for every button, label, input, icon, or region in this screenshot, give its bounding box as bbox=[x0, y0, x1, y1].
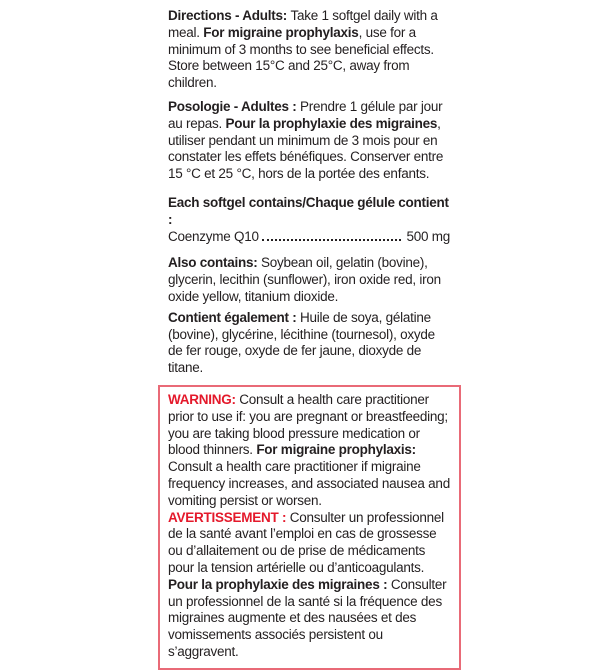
text-segment: Consult a health care practitioner if migraine frequency increases, and associated nausea and vomiting persist or worsen. bbox=[168, 459, 450, 508]
contents-heading: Each softgel contains/Chaque gélule contient : bbox=[168, 194, 449, 227]
directions-en-paragraph bbox=[168, 8, 450, 92]
ingredient-name: Coenzyme Q10 bbox=[168, 228, 259, 244]
warning-box bbox=[158, 385, 461, 670]
ingredient-amount: 500 mg bbox=[406, 228, 450, 244]
text-segment: Consulter un professionnel de la santé avant l’emploi en cas de grossesse ou d’allaitement ou de prise de médicaments pour la tension artérielle ou d’anticoagulants. bbox=[168, 509, 444, 575]
dotted-leader bbox=[262, 239, 402, 241]
text-segment: Also contains: bbox=[168, 255, 262, 271]
text-segment: AVERTISSEMENT : bbox=[168, 509, 290, 525]
ingredient-row bbox=[168, 229, 450, 246]
text-segment: Pour la prophylaxie des migraines bbox=[225, 115, 438, 131]
text-segment: Contient également : bbox=[168, 309, 301, 325]
text-segment: Pour la prophylaxie des migraines : bbox=[168, 576, 391, 592]
also-contains-fr-paragraph bbox=[168, 310, 450, 377]
supplement-label bbox=[168, 8, 450, 670]
text-segment: Soybean oil, gelatin (bovine), glycerin, lecithin (sunflower), iron oxide red, iron oxide yellow, titanium dioxide. bbox=[168, 255, 441, 304]
text-segment: Take 1 softgel daily with a meal. bbox=[168, 8, 438, 40]
text-segment: Huile de soya, gélatine (bovine), glycérine, lécithine (tournesol), oxyde de fer rouge, oxyde de fer jaune, dioxyde de titane. bbox=[168, 309, 435, 376]
directions-fr-paragraph bbox=[168, 99, 450, 183]
text-segment: For migraine prophylaxis bbox=[203, 24, 359, 40]
text-segment: Directions - Adults: bbox=[168, 8, 291, 23]
text-segment: Consulter un professionnel de la santé si la fréquence des migraines augmente et des nausées et des vomissements associés persistent ou s’aggravent. bbox=[168, 576, 447, 659]
text-segment: , use for a minimum of 3 months to see beneficial effects. Store between 15°C and 25°C, away from children. bbox=[168, 24, 434, 91]
text-segment: For migraine prophylaxis: bbox=[256, 442, 416, 458]
text-segment: Consult a health care practitioner prior to use if: you are pregnant or breastfeeding; you are taking blood pressure medication or blood thinners. bbox=[168, 391, 448, 458]
text-segment: Prendre 1 gélule par jour au repas. bbox=[168, 98, 443, 131]
text-segment: , utiliser pendant un minimum de 3 mois pour en constater les effets bénéfiques. Conserver entre 15 °C et 25 °C, hors de la portée des enfants. bbox=[168, 115, 444, 182]
text-segment: WARNING: bbox=[168, 391, 240, 407]
contents-section bbox=[168, 195, 450, 245]
text-segment: Posologie - Adultes : bbox=[168, 98, 301, 114]
also-contains-en-paragraph bbox=[168, 255, 450, 305]
warning-en-paragraph bbox=[168, 392, 451, 510]
warning-fr-paragraph bbox=[168, 510, 451, 661]
